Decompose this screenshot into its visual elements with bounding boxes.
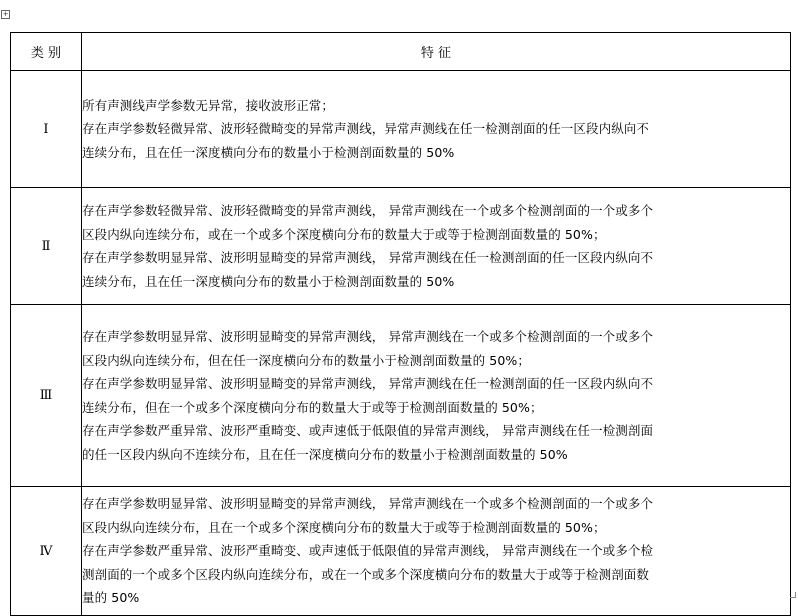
feature-line: 区段内纵向连续分布，或在一个或多个深度横向分布的数量大于或等于检测剖面数量的 50%； [82,226,606,242]
header-class: 类 别 [11,33,82,71]
table-row [11,188,791,305]
header-feature: 特 征 [82,33,791,71]
feature-line: 区段内纵向连续分布，但在任一深度横向分布的数量小于检测剖面数量的 50%； [82,352,530,368]
feature-line: 存在声学参数严重异常、波形严重畸变、或声速低于低限值的异常声测线， 异常声测线在任一检测剖面 [82,423,654,438]
feature-line: 区段内纵向连续分布，且在一个或多个深度横向分布的数量大于或等于检测剖面数量的 50%； [82,519,606,535]
table-row [11,487,791,616]
grade-cell: Ⅰ [11,71,82,188]
pile-integrity-grade-table [10,32,791,616]
table-row [11,305,791,487]
feature-line: 连续分布，且在任一深度横向分布的数量小于检测剖面数量的 50% [82,144,455,160]
feature-line: 的任一区段内纵向不连续分布，且在任一深度横向分布的数量小于检测剖面数量的 50% [82,446,568,462]
feature-line: 存在声学参数明显异常、波形明显畸变的异常声测线， 异常声测线在任一检测剖面的任一区段内纵向不 [82,376,654,391]
feature-line: 连续分布，且在任一深度横向分布的数量小于检测剖面数量的 50% [82,273,455,289]
feature-cell [82,487,791,616]
feature-cell [82,305,791,487]
feature-line: 存在声学参数轻微异常、波形轻微畸变的异常声测线， 异常声测线在一个或多个检测剖面的一个或多个 [82,203,654,218]
feature-line: 连续分布，但在一个或多个深度横向分布的数量大于或等于检测剖面数量的 50%； [82,399,543,415]
table-resize-handle-icon[interactable] [790,592,796,598]
feature-cell [82,71,791,188]
grade-cell: Ⅱ [11,188,82,305]
feature-cell [82,188,791,305]
feature-line: 存在声学参数明显异常、波形明显畸变的异常声测线， 异常声测线在一个或多个检测剖面的一个或多个 [82,329,654,344]
feature-line: 存在声学参数明显异常、波形明显畸变的异常声测线， 异常声测线在一个或多个检测剖面的一个或多个 [82,496,654,512]
table-move-handle-icon[interactable]: + [2,10,9,18]
feature-line: 存在声学参数明显异常、波形明显畸变的异常声测线， 异常声测线在任一检测剖面的任一区段内纵向不 [82,250,654,265]
table-row [11,71,791,188]
grade-cell: Ⅲ [11,305,82,487]
feature-line: 存在声学参数轻微异常、波形轻微畸变的异常声测线，异常声测线在任一检测剖面的任一区段内纵向不 [82,121,650,137]
feature-line: 存在声学参数严重异常、波形严重畸变、或声速低于低限值的异常声测线， 异常声测线在一个或多个检 [82,543,654,559]
feature-line: 量的 50% [82,590,140,606]
feature-line: 所有声测线声学参数无异常，接收波形正常； [82,97,335,113]
table-header-row [11,33,791,71]
grade-cell: Ⅳ [11,487,82,616]
feature-line: 测剖面的一个或多个区段内纵向连续分布，或在一个或多个深度横向分布的数量大于或等于检测剖面数 [82,566,650,582]
